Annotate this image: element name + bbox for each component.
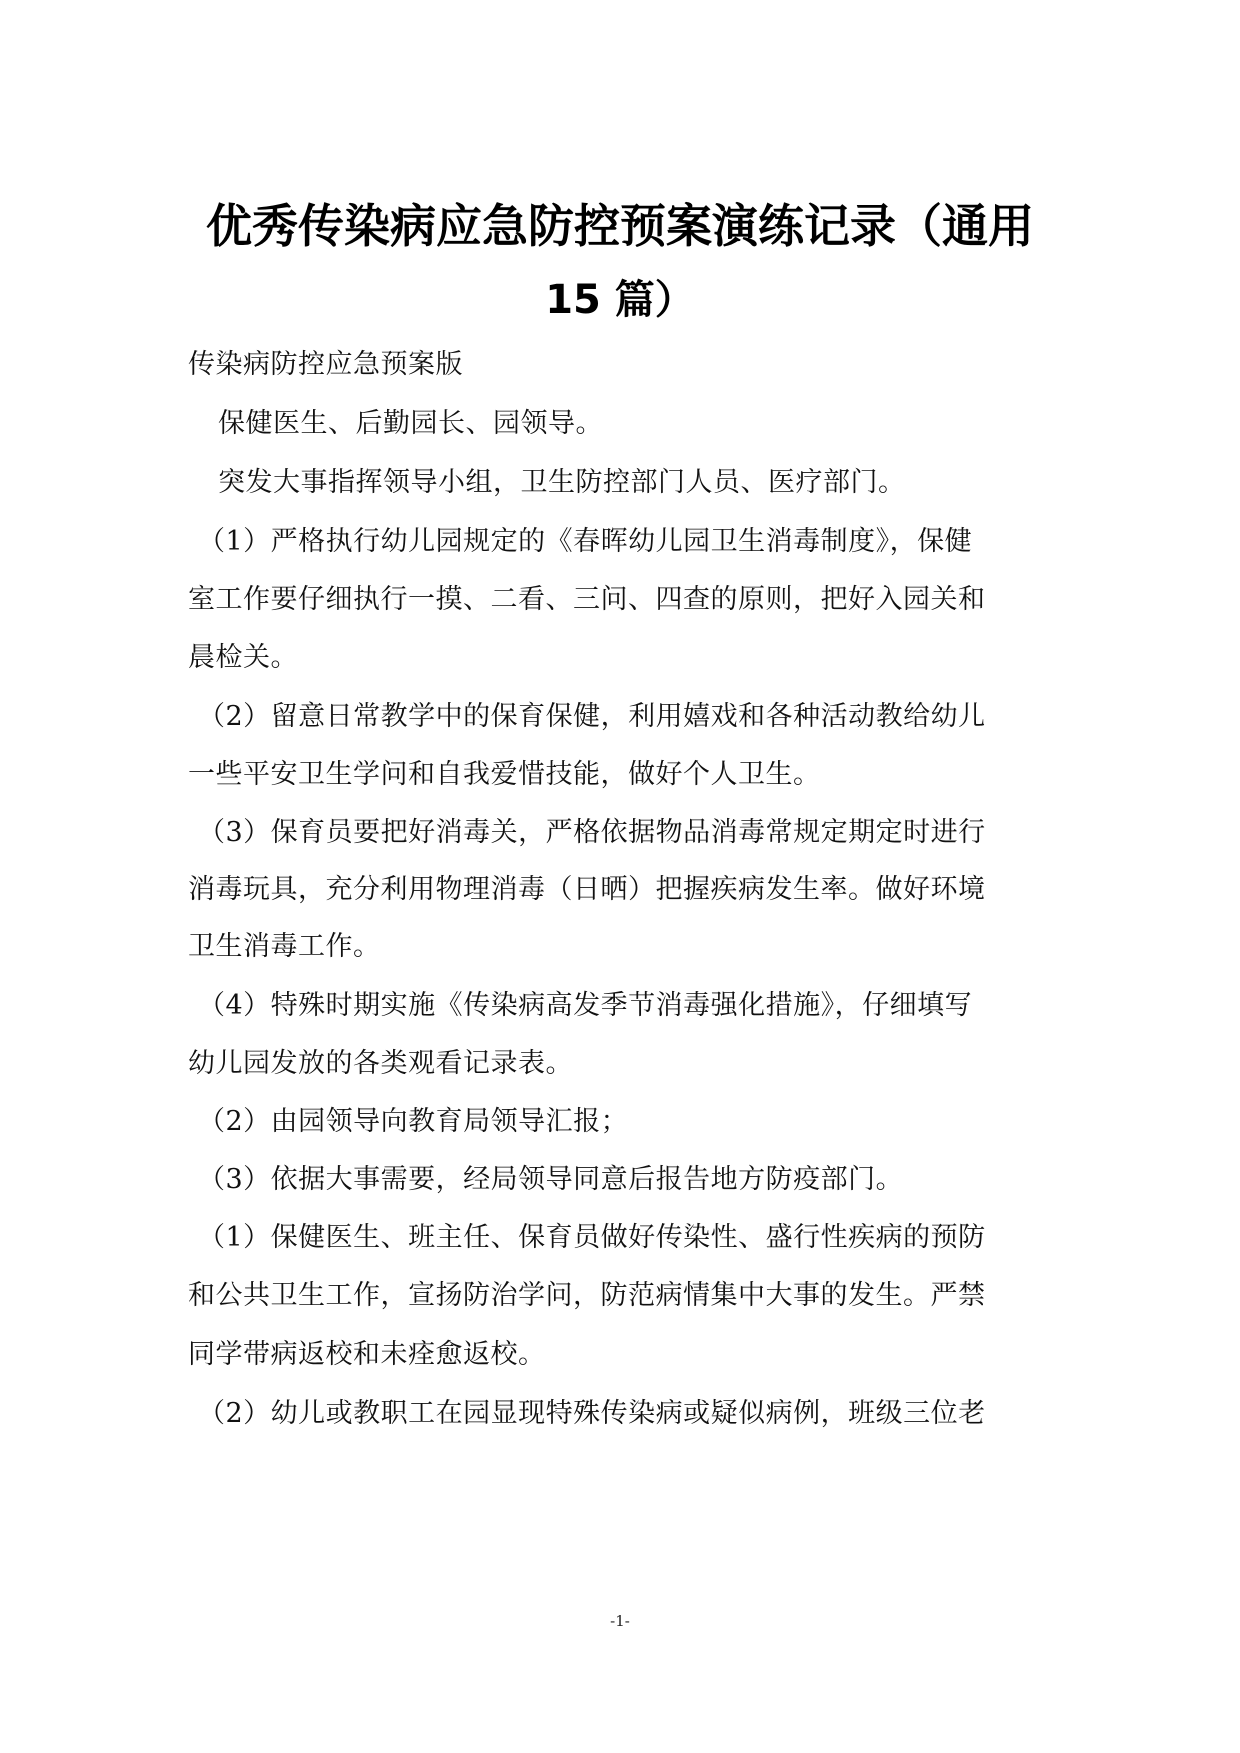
paragraph-line: 消毒玩具，充分利用物理消毒（日晒）把握疾病发生率。做好环境 bbox=[188, 874, 986, 905]
paragraph-line: （2）由园领导向教育局领导汇报； bbox=[198, 1106, 629, 1137]
paragraph-line: 一些平安卫生学问和自我爱惜技能，做好个人卫生。 bbox=[188, 759, 821, 790]
document-title-line-2: 15 篇） bbox=[545, 277, 695, 323]
paragraph-line: （1）严格执行幼儿园规定的《春晖幼儿园卫生消毒制度》，保健 bbox=[198, 526, 973, 557]
paragraph-line: （3）依据大事需要，经局领导同意后报告地方防疫部门。 bbox=[198, 1164, 904, 1195]
paragraph-line: （3）保育员要把好消毒关，严格依据物品消毒常规定期定时进行 bbox=[198, 817, 986, 848]
section-heading: 传染病防控应急预案版 bbox=[188, 349, 463, 380]
page-number: -1- bbox=[610, 1612, 630, 1630]
paragraph-line: （2）幼儿或教职工在园显现特殊传染病或疑似病例，班级三位老 bbox=[198, 1398, 986, 1429]
paragraph-line: 晨检关。 bbox=[188, 642, 298, 673]
paragraph-line: 幼儿园发放的各类观看记录表。 bbox=[188, 1048, 573, 1079]
paragraph-line: （1）保健医生、班主任、保育员做好传染性、盛行性疾病的预防 bbox=[198, 1222, 986, 1253]
paragraph-line: （4）特殊时期实施《传染病高发季节消毒强化措施》，仔细填写 bbox=[198, 990, 973, 1021]
paragraph-line: 突发大事指挥领导小组，卫生防控部门人员、医疗部门。 bbox=[218, 467, 906, 498]
document-title-line-1: 优秀传染病应急防控预案演练记录（通用 bbox=[206, 199, 1034, 253]
paragraph-line: 卫生消毒工作。 bbox=[188, 931, 381, 962]
paragraph-line: （2）留意日常教学中的保育保健，利用嬉戏和各种活动教给幼儿 bbox=[198, 701, 986, 732]
paragraph-line: 室工作要仔细执行一摸、二看、三问、四查的原则，把好入园关和 bbox=[188, 584, 986, 615]
paragraph-line: 同学带病返校和未痊愈返校。 bbox=[188, 1339, 546, 1370]
paragraph-line: 保健医生、后勤园长、园领导。 bbox=[218, 408, 603, 439]
paragraph-line: 和公共卫生工作，宣扬防治学问，防范病情集中大事的发生。严禁 bbox=[188, 1280, 986, 1311]
